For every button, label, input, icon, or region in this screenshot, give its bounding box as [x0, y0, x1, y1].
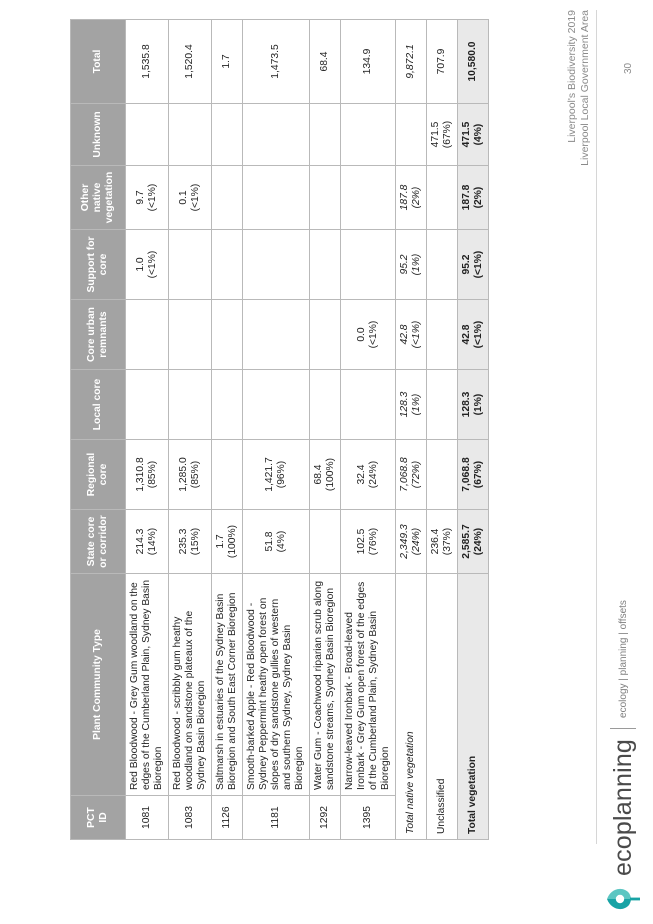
col-local-core: Local core [71, 370, 126, 440]
table-row [341, 20, 396, 840]
cell-percent: (1%) [473, 393, 484, 416]
cell-urban [458, 300, 489, 370]
cell-percent: (<1%) [147, 250, 158, 279]
cell-support [458, 230, 489, 300]
cell-value: 95.2 [461, 254, 472, 275]
header-line-2: Liverpool Local Government Area [579, 10, 591, 166]
table-row [126, 20, 169, 840]
footer-rule [596, 10, 597, 844]
cell-percent: (2%) [411, 186, 422, 209]
cell-regional [212, 440, 243, 510]
total-vegetation-row [458, 20, 489, 840]
row-label: Total native vegetation [396, 574, 427, 840]
cell-state [126, 510, 169, 574]
plant-community-table [70, 19, 489, 840]
cell-percent: (4%) [276, 530, 287, 553]
cell-pct-id: 1081 [126, 796, 169, 840]
cell-percent: (<1%) [473, 250, 484, 279]
cell-unknown [427, 104, 458, 166]
cell-state [341, 510, 396, 574]
cell-state [243, 510, 310, 574]
cell-urban [310, 300, 341, 370]
cell-regional [427, 440, 458, 510]
cell-value: 1.0 [135, 257, 146, 272]
cell-percent: (<1%) [368, 320, 379, 349]
cell-percent: (<1%) [147, 183, 158, 212]
cell-value: 471.5 [430, 121, 441, 148]
cell-pct-id: 1126 [212, 796, 243, 840]
col-regional-core: Regional core [71, 440, 126, 510]
cell-value: 0.0 [356, 327, 367, 342]
cell-value: 214.3 [135, 528, 146, 555]
cell-other [427, 166, 458, 230]
table-body [126, 20, 489, 840]
cell-local [458, 370, 489, 440]
cell-regional [126, 440, 169, 510]
col-total: Total [71, 20, 126, 104]
cell-percent: (85%) [190, 460, 201, 489]
cell-value: 9.7 [135, 190, 146, 205]
cell-urban [427, 300, 458, 370]
cell-local [396, 370, 427, 440]
cell-total: 1,520.4 [169, 20, 212, 104]
cell-percent: (2%) [473, 186, 484, 209]
cell-value: 32.4 [356, 464, 367, 485]
cell-urban [126, 300, 169, 370]
cell-unknown [458, 104, 489, 166]
cell-value: 7,068.8 [461, 457, 472, 492]
cell-support [310, 230, 341, 300]
cell-total: 707.9 [427, 20, 458, 104]
cell-local [126, 370, 169, 440]
cell-value: 187.8 [399, 184, 410, 211]
cell-value: 95.2 [399, 254, 410, 275]
cell-local [310, 370, 341, 440]
col-unknown: Unknown [71, 104, 126, 166]
cell-total: 1,473.5 [243, 20, 310, 104]
cell-plant-community-type: Narrow-leaved Ironbark - Broad-leaved Ironbark - Grey Gum open forest of the edges of the Cumberland Plain, Sydney Basin Bioregion [341, 574, 396, 796]
ecoplanning-logo [604, 600, 642, 916]
cell-value: 2,349.3 [399, 524, 410, 559]
cell-total: 1.7 [212, 20, 243, 104]
cell-pct-id: 1292 [310, 796, 341, 840]
cell-local [212, 370, 243, 440]
col-plant-community-type: Plant Community Type [71, 574, 126, 796]
cell-unknown [169, 104, 212, 166]
cell-regional [310, 440, 341, 510]
cell-plant-community-type: Saltmarsh in estuaries of the Sydney Basin Bioregion and South East Corner Bioregion [212, 574, 243, 796]
cell-total: 9,872.1 [396, 20, 427, 104]
cell-percent: (<1%) [411, 320, 422, 349]
col-state-core: State core or corridor [71, 510, 126, 574]
cell-value: 68.4 [313, 464, 324, 485]
cell-percent: (100%) [325, 457, 336, 492]
cell-percent: (76%) [368, 527, 379, 556]
cell-unknown [310, 104, 341, 166]
cell-regional [243, 440, 310, 510]
brand-tagline: ecology | planning | offsets [617, 600, 629, 718]
cell-urban [212, 300, 243, 370]
cell-pct-id: 1395 [341, 796, 396, 840]
cell-urban [396, 300, 427, 370]
brand-divider [610, 728, 636, 729]
page-number: 30 [623, 62, 634, 74]
cell-value: 235.3 [178, 528, 189, 555]
cell-plant-community-type: Smooth-barked Apple - Red Bloodwood - Sydney Peppermint heathy open forest on slopes of dry sandstone gullies of western and southern Sydney, Sydney Basin Bioregion [243, 574, 310, 796]
table-header-row [71, 20, 126, 840]
cell-percent: (24%) [368, 460, 379, 489]
total-native-row [396, 20, 427, 840]
cell-other [458, 166, 489, 230]
col-core-urban-remnants: Core urban remnants [71, 300, 126, 370]
cell-other [212, 166, 243, 230]
cell-local [169, 370, 212, 440]
cell-total: 134.9 [341, 20, 396, 104]
cell-value: 1,421.7 [264, 457, 275, 492]
cell-percent: (1%) [411, 393, 422, 416]
cell-regional [458, 440, 489, 510]
cell-value: 128.3 [461, 391, 472, 418]
cell-value: 471.5 [461, 121, 472, 148]
table-row [243, 20, 310, 840]
cell-plant-community-type: Water Gum - Coachwood riparian scrub along sandstone streams, Sydney Basin Bioregion [310, 574, 341, 796]
cell-state [427, 510, 458, 574]
cell-support [212, 230, 243, 300]
table-row [212, 20, 243, 840]
cell-support [243, 230, 310, 300]
cell-percent: (<1%) [190, 183, 201, 212]
cell-percent: (1%) [411, 253, 422, 276]
cell-percent: (24%) [473, 527, 484, 556]
cell-other [243, 166, 310, 230]
cell-value: 1,285.0 [178, 457, 189, 492]
cell-value: 51.8 [264, 531, 275, 552]
cell-percent: (15%) [190, 527, 201, 556]
table-row [169, 20, 212, 840]
cell-value: 2,585.7 [461, 524, 472, 559]
ecoplanning-leaf-icon [604, 882, 642, 916]
cell-value: 7,068.8 [399, 457, 410, 492]
table-row [310, 20, 341, 840]
row-label: Total vegetation [458, 574, 489, 840]
unclassified-row [427, 20, 458, 840]
cell-value: 0.1 [178, 190, 189, 205]
cell-pct-id: 1181 [243, 796, 310, 840]
cell-value: 1,310.8 [135, 457, 146, 492]
cell-state [396, 510, 427, 574]
cell-other [396, 166, 427, 230]
cell-percent: (<1%) [473, 320, 484, 349]
cell-unknown [212, 104, 243, 166]
cell-total: 1,535.8 [126, 20, 169, 104]
cell-percent: (24%) [411, 527, 422, 556]
cell-other [169, 166, 212, 230]
cell-state [310, 510, 341, 574]
cell-unknown [396, 104, 427, 166]
cell-percent: (4%) [473, 123, 484, 146]
cell-percent: (85%) [147, 460, 158, 489]
cell-value: 1.7 [215, 534, 226, 549]
cell-state [212, 510, 243, 574]
row-label: Unclassified [427, 574, 458, 840]
cell-local [243, 370, 310, 440]
cell-total: 68.4 [310, 20, 341, 104]
cell-regional [396, 440, 427, 510]
cell-total: 10,580.0 [458, 20, 489, 104]
cell-percent: (100%) [227, 524, 238, 559]
cell-support [169, 230, 212, 300]
cell-urban [243, 300, 310, 370]
cell-value: 187.8 [461, 184, 472, 211]
cell-value: 128.3 [399, 391, 410, 418]
cell-percent: (67%) [442, 120, 453, 149]
cell-other [126, 166, 169, 230]
cell-plant-community-type: Red Bloodwood - Grey Gum woodland on the edges of the Cumberland Plain, Sydney Basin Bioregion [126, 574, 169, 796]
brand-name: ecoplanning [608, 738, 637, 876]
cell-plant-community-type: Red Bloodwood - scribbly gum heathy woodland on sandstone plateaux of the Sydney Basin Bioregion [169, 574, 212, 796]
cell-support [341, 230, 396, 300]
header-line-1: Liverpool's Biodiversity 2019 [566, 10, 578, 143]
cell-unknown [341, 104, 396, 166]
col-support-for-core: Support for core [71, 230, 126, 300]
cell-urban [169, 300, 212, 370]
cell-percent: (37%) [442, 527, 453, 556]
cell-other [341, 166, 396, 230]
cell-percent: (14%) [147, 527, 158, 556]
cell-unknown [243, 104, 310, 166]
cell-support [126, 230, 169, 300]
cell-support [396, 230, 427, 300]
cell-value: 236.4 [430, 528, 441, 555]
cell-percent: (72%) [411, 460, 422, 489]
cell-support [427, 230, 458, 300]
cell-state [169, 510, 212, 574]
cell-urban [341, 300, 396, 370]
cell-value: 42.8 [399, 324, 410, 345]
cell-unknown [126, 104, 169, 166]
cell-regional [169, 440, 212, 510]
cell-other [310, 166, 341, 230]
page-header [566, 10, 592, 166]
cell-pct-id: 1083 [169, 796, 212, 840]
cell-local [341, 370, 396, 440]
cell-percent: (96%) [276, 460, 287, 489]
col-other-native-vegetation: Other native vegetation [71, 166, 126, 230]
col-pct-id: PCT ID [71, 796, 126, 840]
cell-regional [341, 440, 396, 510]
cell-value: 102.5 [356, 528, 367, 555]
cell-local [427, 370, 458, 440]
cell-percent: (67%) [473, 460, 484, 489]
cell-value: 42.8 [461, 324, 472, 345]
cell-state [458, 510, 489, 574]
